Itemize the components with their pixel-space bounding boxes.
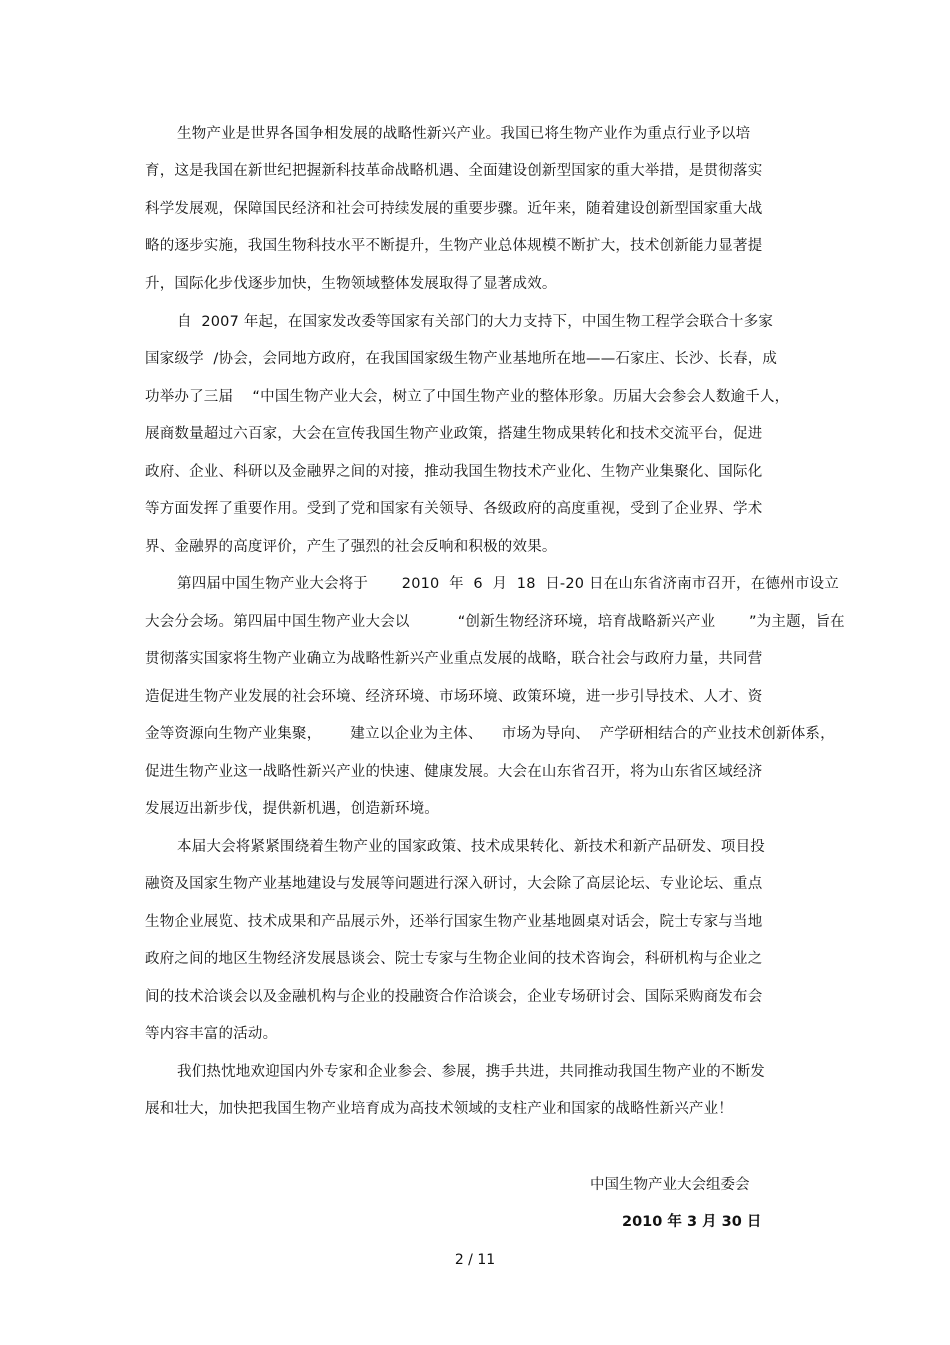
- paragraph-1-line-3: 科学发展观，保障国民经济和社会可持续发展的重要步骤。近年来，随着建设创新型国家重大战: [145, 201, 763, 217]
- paragraph-4-line-3: 生物企业展览、技术成果和产品展示外，还举行国家生物产业基地圆桌对话会，院士专家与当地: [145, 914, 763, 930]
- paragraph-2-line-1: 自 2007 年起，在国家发改委等国家有关部门的大力支持下，中国生物工程学会联合十多家: [177, 314, 774, 330]
- paragraph-3-line-4: 造促进生物产业发展的社会环境、经济环境、市场环境、政策环境，进一步引导技术、人才、资: [145, 689, 763, 705]
- paragraph-2-line-4: 展商数量超过六百家，大会在宣传我国生物产业政策，搭建生物成果转化和技术交流平台，促进: [145, 426, 763, 442]
- paragraph-1-line-2: 育，这是我国在新世纪把握新科技革命战略机遇、全面建设创新型国家的重大举措，是贯彻落实: [145, 163, 763, 179]
- paragraph-4-line-2: 融资及国家生物产业基地建设与发展等问题进行深入研讨，大会除了高层论坛、专业论坛、重点: [145, 876, 763, 892]
- signature-date: 2010 年 3 月 30 日: [622, 1214, 762, 1230]
- paragraph-3-line-3: 贯彻落实国家将生物产业确立为战略性新兴产业重点发展的战略，联合社会与政府力量，共同营: [145, 651, 763, 667]
- paragraph-3-line-1: 第四届中国生物产业大会将于 2010 年 6 月 18 日-20 日在山东省济南市召开，在德州市设立: [177, 576, 839, 592]
- paragraph-2-line-2: 国家级学 /协会，会同地方政府，在我国国家级生物产业基地所在地——石家庄、长沙、长春，成: [145, 351, 778, 367]
- paragraph-2-line-6: 等方面发挥了重要作用。受到了党和国家有关领导、各级政府的高度重视，受到了企业界、学术: [145, 501, 763, 517]
- paragraph-1-line-1: 生物产业是世界各国争相发展的战略性新兴产业。我国已将生物产业作为重点行业予以培: [177, 126, 751, 142]
- paragraph-3-line-6: 促进生物产业这一战略性新兴产业的快速、健康发展。大会在山东省召开，将为山东省区域经济: [145, 764, 763, 780]
- paragraph-4-line-5: 间的技术洽谈会以及金融机构与企业的投融资合作洽谈会，企业专场研讨会、国际采购商发布会: [145, 989, 763, 1005]
- paragraph-2-line-5: 政府、企业、科研以及金融界之间的对接，推动我国生物技术产业化、生物产业集聚化、国际化: [145, 464, 763, 480]
- paragraph-3-line-2: 大会分会场。第四届中国生物产业大会以 “创新生物经济环境，培育战略新兴产业 ”为主题，旨在: [145, 614, 845, 630]
- paragraph-5-line-2: 展和壮大，加快把我国生物产业培育成为高技术领域的支柱产业和国家的战略性新兴产业！: [145, 1101, 733, 1117]
- paragraph-4-line-6: 等内容丰富的活动。: [145, 1026, 278, 1042]
- paragraph-4-line-1: 本届大会将紧紧围绕着生物产业的国家政策、技术成果转化、新技术和新产品研发、项目投: [177, 839, 765, 855]
- signature-organization: 中国生物产业大会组委会: [590, 1177, 750, 1193]
- paragraph-4-line-4: 政府之间的地区生物经济发展恳谈会、院士专家与生物企业间的技术咨询会，科研机构与企业之: [145, 951, 763, 967]
- paragraph-2-line-3: 功举办了三届 “中国生物产业大会，树立了中国生物产业的整体形象。历届大会参会人数逾千人，: [145, 389, 790, 405]
- paragraph-1-line-4: 略的逐步实施，我国生物科技水平不断提升，生物产业总体规模不断扩大，技术创新能力显著提: [145, 238, 763, 254]
- paragraph-5-line-1: 我们热忱地欢迎国内外专家和企业参会、参展，携手共进，共同推动我国生物产业的不断发: [177, 1064, 765, 1080]
- paragraph-1-line-5: 升，国际化步伐逐步加快，生物领域整体发展取得了显著成效。: [145, 276, 557, 292]
- paragraph-2-line-7: 界、金融界的高度评价，产生了强烈的社会反响和积极的效果。: [145, 539, 557, 555]
- paragraph-3-line-7: 发展迈出新步伐，提供新机遇，创造新环境。: [145, 801, 439, 817]
- page-number: 2 / 11: [454, 1252, 496, 1268]
- paragraph-3-line-5: 金等资源向生物产业集聚， 建立以企业为主体、 市场为导向、 产学研相结合的产业技术创新体系，: [145, 726, 835, 742]
